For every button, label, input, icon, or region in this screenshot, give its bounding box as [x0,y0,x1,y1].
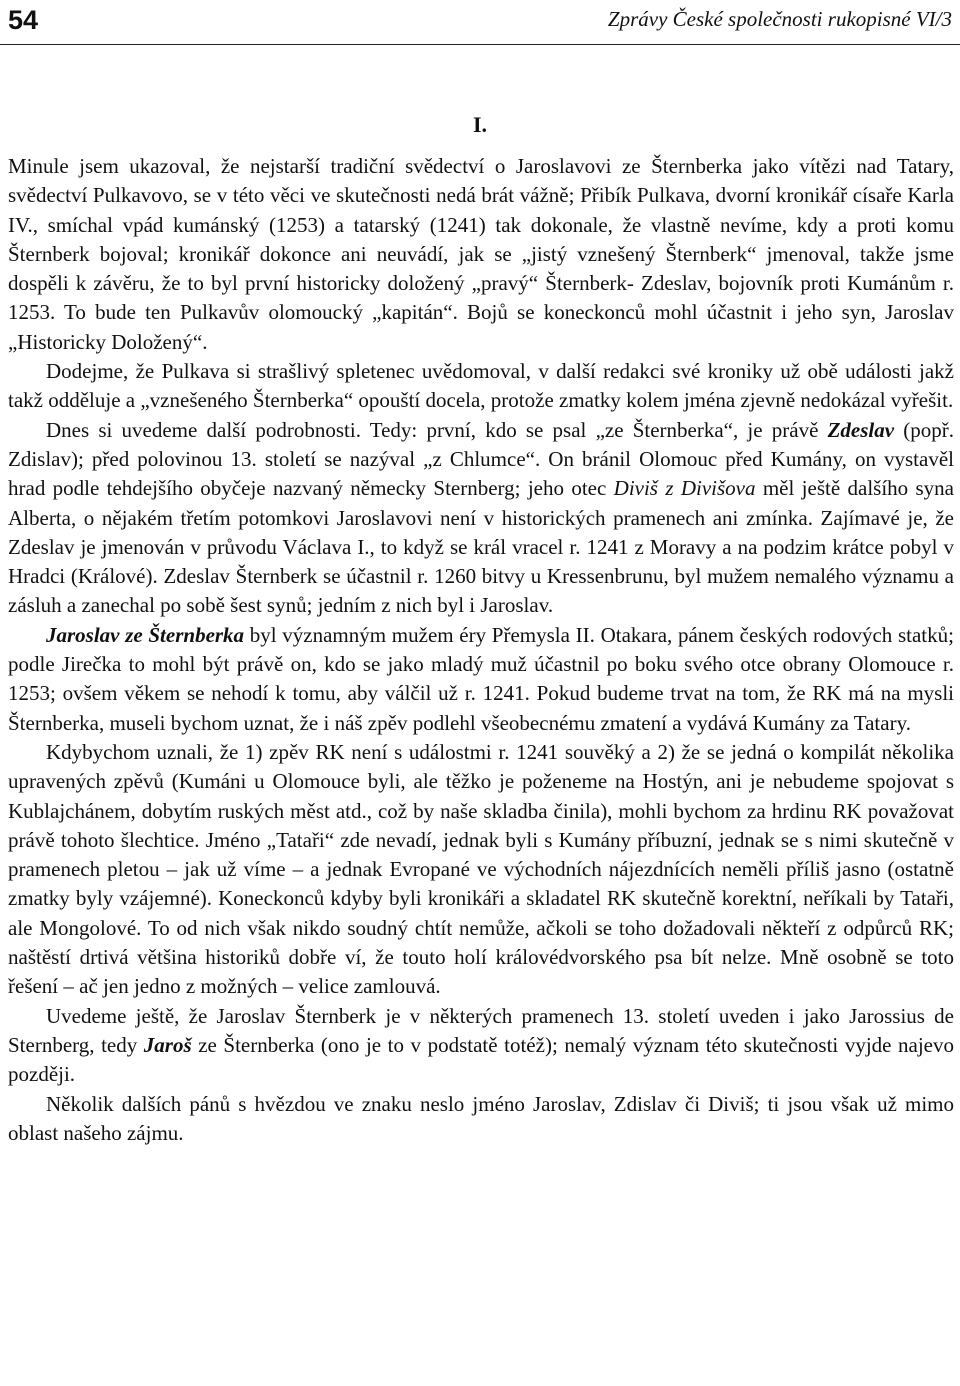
paragraph-7 [8,1090,954,1149]
emphasized-name: Jaroslav ze Šternberka [46,622,245,647]
text-run: Dnes si uvedeme další podrobnosti. Tedy: první, kdo se psal „ze Šternberka“, je právě [46,417,828,442]
text-run: (popř. Zdislav); před polovinou 13. století se nazýval „z Chlumce“. On bránil Olomouc před Kumány, on vystavěl hrad podle tehdejšího obyčeje nazvaný německy Sternberg; jeho otec [8,417,954,501]
paragraph-1 [8,152,954,357]
paragraph-4 [8,621,954,738]
section-heading: I. [472,112,488,137]
italic-name: Diviš z Divišova [613,476,756,501]
text-run: Uvedeme ještě, že Jaroslav Šternberk je v některých pramenech 13. století uveden i jako Jarossius de Sternberg, tedy [8,1003,954,1057]
page-number: 54 [8,5,39,35]
paragraph-2 [8,357,954,416]
emphasized-name: Jaroš [143,1032,192,1057]
text-run: ze Šternberka (ono je to v podstatě totéž); nemalý význam této skutečnosti vyjde najevo později. [8,1032,954,1087]
paragraph-5 [8,738,954,1002]
running-title: Zprávy České společnosti rukopisné VI/3 [607,7,952,31]
paragraph-3 [8,416,954,621]
text-run: měl ještě dalšího syna Alberta, o nějakém třetím potomkovi Jaroslavovi není v historických pramenech ani zmínka. Zajímavé je, že Zdeslav je jmenován v průvodu Václava I., to když se král vracel r. 1241 z Moravy a na podzim krátce pobyl v Hradci (Králové). Zdeslav Šternberk se účastnil r. 1260 bitvy u Kressenbrunu, byl mužem nemalého významu a zásluh a zanechal po sobě šest synů; jedním z nich byl i Jaroslav. [8,476,954,618]
text-run: Kdybychom uznali, že 1) zpěv RK není s událostmi r. 1241 souvěký a 2) že se jedná o kompilát několika upravených zpěvů (Kumáni u Olomouce byli, ale těžko je poženeme na Hostýn, ani je nebudeme spojovat s Kublajchánem, dobytím ruských měst atd., což by naše skladba činila), mohli bychom za hrdinu RK považovat právě tohoto šlechtice. Jméno „Tataři“ zde nevadí, jednak byli s Kumány příbuzní, jednak se s nimi skutečně v pramenech pletou – jak už víme – a jednak Evropané ve východních nájezdnících neměli příliš jasno (ostatně zmatky byly vzájemné). Koneckonců kdyby byli kronikáři a skladatel RK skutečně korektní, neříkali by Tataři, ale Mongolové. To od nich však nikdo soudný chtít nemůže, ačkoli se toho dožadovali někteří z odpůrců RK; naštěstí drtivá většina historiků dobře ví, že touto holí královédvorského psa bít nelze. Mně osobně se toto řešení – ač jen jedno z možných – velice zamlouvá. [8,739,954,999]
paragraph-6 [8,1002,954,1090]
text-run: Minule jsem ukazoval, že nejstarší tradiční svědectví o Jaroslavovi ze Šternberka jako vítězi nad Tatary, svědectví Pulkavovo, se v této věci ve skutečnosti nedá brát vážně; Přibík Pulkava, dvorní kronikář císaře Karla IV., smíchal vpád kumánský (1253) a tatarský (1241) tak dokonale, že vlastně nevíme, kdy a proti komu Šternberk bojoval; kronikář dokonce ani neuvádí, jak se „jistý vznešený Šternberk“ jmenoval, takže jsme dospěli k závěru, že to byl první historicky doložený „pravý“ Šternberk- Zdeslav, bojovník proti Kumánům r. 1253. To bude ten Pulkavův olomoucký „kapitán“. Bojů se koneckonců mohl účastnit i jeho syn, Jaroslav „Historicky Doložený“. [8,154,954,354]
text-run: Dodejme, že Pulkava si strašlivý spletenec uvědomoval, v další redakci své kroniky už obě události jakž takž odděluje a „vznešeného Šternberka“ opouští docela, protože zmatky kolem jména zjevně nedokázal vyřešit. [8,359,954,413]
text-run: Několik dalších pánů s hvězdou ve znaku neslo jméno Jaroslav, Zdislav či Diviš; ti jsou však už mimo oblast našeho zájmu. [8,1091,954,1145]
body-text [8,152,954,1148]
header-rule [0,44,960,45]
text-run: byl významným mužem éry Přemysla II. Otakara, pánem českých rodových statků; podle Jirečka to mohl být právě on, kdo se jako mladý muž účastnil po boku svého otce obrany Olomouce r. 1253; ovšem věkem se nehodí k tomu, aby válčil už r. 1241. Pokud budeme trvat na tom, že RK má na mysli Šternberka, museli bychom uznat, že i náš zpěv podlehl všeobecnému zmatení a vydává Kumány za Tatary. [8,622,954,735]
emphasized-name: Zdeslav [827,417,895,442]
